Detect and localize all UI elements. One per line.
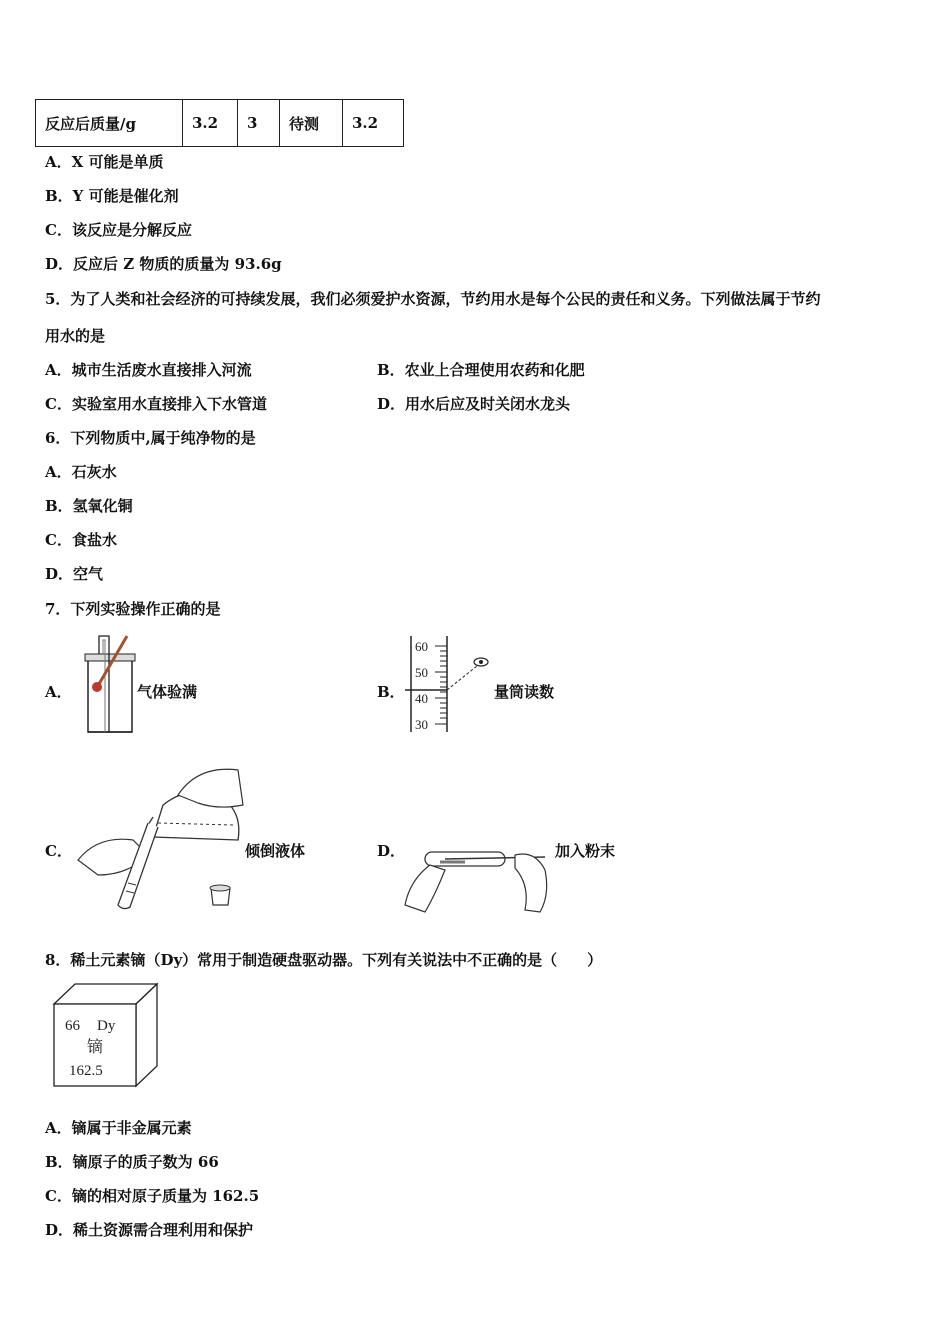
q7-option-d-caption: 加入粉末	[555, 842, 616, 860]
q6-stem: 6．下列物质中,属于纯净物的是	[45, 429, 256, 447]
add-powder-illustration	[405, 840, 555, 915]
q7-option-a-caption: 气体验满	[137, 683, 198, 701]
mass-table	[35, 99, 404, 147]
table-cell-2: 3	[238, 100, 280, 147]
q4-option-b: B．Y 可能是催化剂	[45, 187, 179, 205]
q4-option-a: A．X 可能是单质	[45, 153, 164, 171]
table-cell-1: 3.2	[183, 100, 238, 147]
table-cell-4: 3.2	[343, 100, 404, 147]
table-row	[36, 100, 404, 147]
q6-option-d: D．空气	[45, 565, 104, 583]
q8-option-c: C．镝的相对原子质量为 162.5	[45, 1187, 260, 1205]
q7-option-c-letter: C．	[45, 842, 72, 860]
element-symbol: Dy	[97, 1018, 116, 1034]
q5-option-c: C．实验室用水直接排入下水管道	[45, 395, 267, 413]
element-atomic-mass: 162.5	[69, 1063, 103, 1079]
dysprosium-element-card	[53, 982, 161, 1088]
q4-option-c: C．该反应是分解反应	[45, 221, 192, 239]
q6-option-a: A．石灰水	[45, 463, 117, 481]
q6-option-b: B．氢氧化铜	[45, 497, 133, 515]
cylinder-tick-60: 60	[415, 639, 428, 654]
cylinder-tick-30: 30	[415, 717, 428, 732]
table-label-cell: 反应后质量/g	[36, 100, 183, 147]
q8-stem: 8．稀土元素镝（Dy）常用于制造硬盘驱动器。下列有关说法中不正确的是（ ）	[45, 951, 603, 969]
q7-option-b-letter: B．	[377, 683, 405, 701]
element-atomic-number: 66	[65, 1018, 80, 1034]
q4-option-d: D．反应后 Z 物质的质量为 93.6g	[45, 255, 282, 273]
q5-option-d: D．用水后应及时关闭水龙头	[377, 395, 571, 413]
q7-option-a-letter: A．	[45, 683, 72, 701]
table-cell-3: 待测	[280, 100, 343, 147]
q5-stem-line2: 用水的是	[45, 327, 106, 345]
q7-option-c-caption: 倾倒液体	[245, 842, 306, 860]
q8-option-d: D．稀土资源需合理利用和保护	[45, 1221, 254, 1239]
q6-option-c: C．食盐水	[45, 531, 117, 549]
gas-test-illustration	[75, 632, 145, 736]
element-name: 镝	[87, 1037, 104, 1056]
cylinder-tick-50: 50	[415, 665, 428, 680]
q5-option-b: B．农业上合理使用农药和化肥	[377, 361, 585, 379]
q5-option-a: A．城市生活废水直接排入河流	[45, 361, 252, 379]
cylinder-tick-40: 40	[415, 691, 428, 706]
q8-option-a: A．镝属于非金属元素	[45, 1119, 192, 1137]
q5-stem-line1: 5．为了人类和社会经济的可持续发展，我们必须爱护水资源，节约用水是每个公民的责任和义务。下列做法属于节约	[45, 290, 821, 308]
pour-liquid-illustration	[78, 765, 248, 915]
q8-option-b: B．镝原子的质子数为 66	[45, 1153, 219, 1171]
cylinder-reading-illustration	[405, 632, 495, 736]
q7-stem: 7．下列实验操作正确的是	[45, 600, 221, 618]
q7-option-d-letter: D．	[377, 842, 406, 860]
q7-option-b-caption: 量筒读数	[494, 683, 555, 701]
